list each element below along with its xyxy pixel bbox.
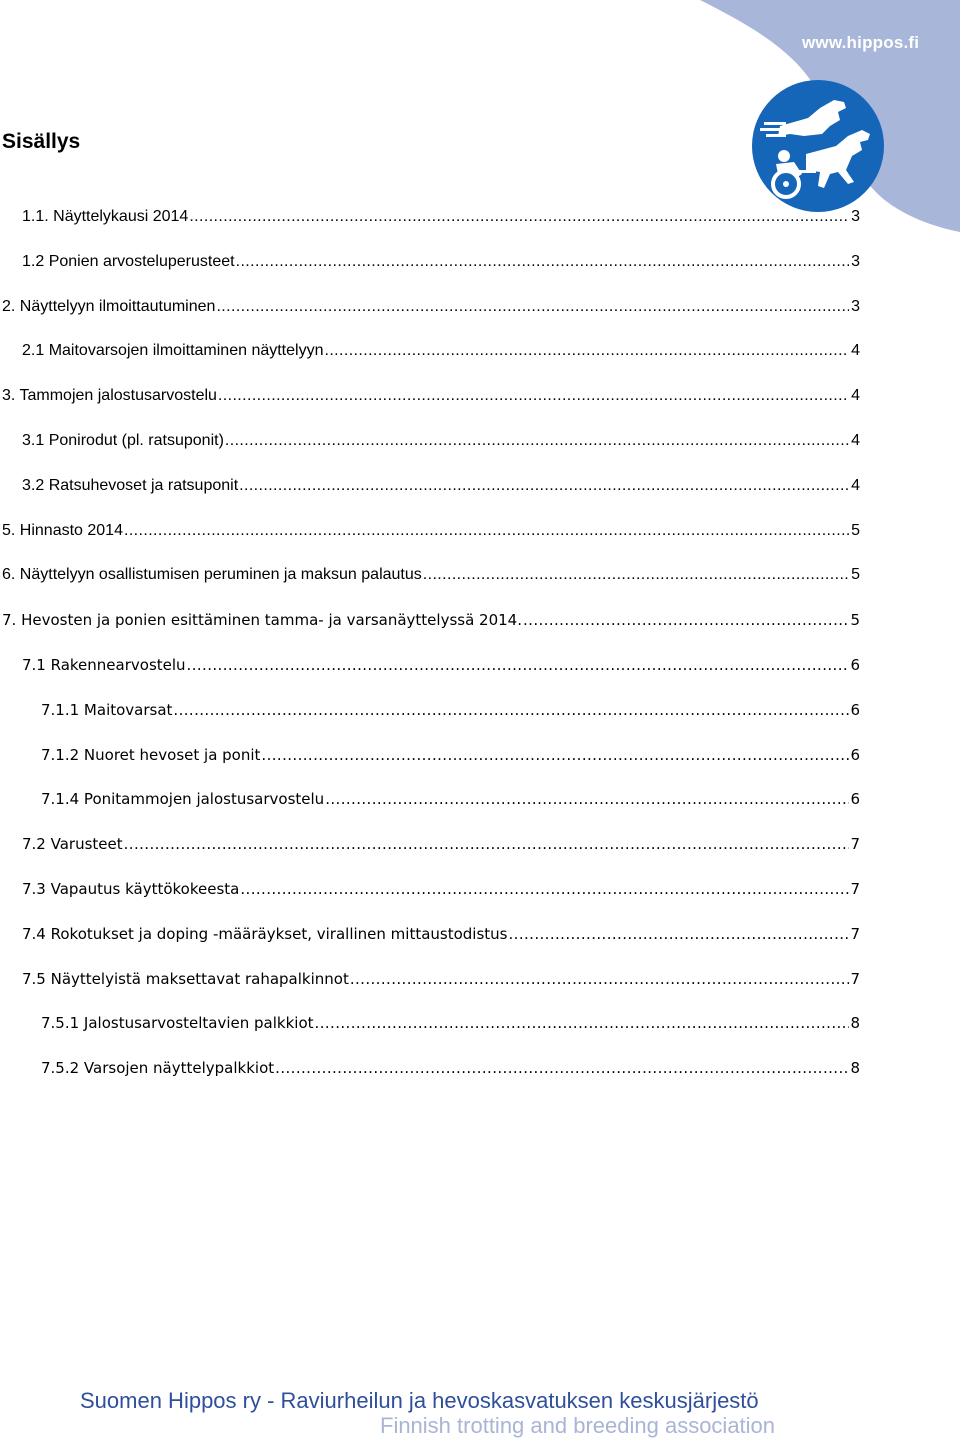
toc-entry-page-number[interactable]: 4 <box>851 387 860 405</box>
toc-dot-leader <box>315 1009 849 1037</box>
toc-dot-leader <box>124 517 849 545</box>
toc-entry[interactable] <box>0 293 860 338</box>
toc-entry[interactable] <box>0 427 860 472</box>
toc-entry[interactable] <box>0 696 860 741</box>
toc-entry-text[interactable]: 7.2 Varusteet <box>22 835 123 854</box>
toc-entry[interactable] <box>0 741 860 786</box>
site-url[interactable]: www.hippos.fi <box>802 33 920 52</box>
toc-entry-page-number[interactable]: 7 <box>850 969 860 988</box>
toc-entry-page-number[interactable]: 5 <box>850 611 860 630</box>
toc-dot-leader <box>187 651 849 679</box>
toc-entry[interactable] <box>0 561 860 606</box>
toc-entry-page-number[interactable]: 5 <box>851 566 860 584</box>
toc-entry[interactable] <box>0 606 860 651</box>
toc-entry-text[interactable]: 3.1 Ponirodut (pl. ratsuponit) <box>22 431 224 449</box>
toc-dot-leader <box>261 741 849 769</box>
toc-entry-text[interactable]: 1.2 Ponien arvosteluperusteet <box>22 252 235 270</box>
toc-entry[interactable] <box>0 517 860 562</box>
toc-entry-page-number[interactable]: 5 <box>851 521 860 539</box>
toc-entry-page-number[interactable]: 6 <box>850 700 860 719</box>
toc-entry-text[interactable]: 6. Näyttelyyn osallistumisen peruminen ja maksun palautus <box>2 566 422 584</box>
toc-entry[interactable] <box>0 920 860 965</box>
toc-entry-text[interactable]: 7.1.1 Maitovarsat <box>41 700 173 719</box>
toc-dot-leader <box>218 382 849 410</box>
toc-entry-text[interactable]: 1.1. Näyttelykausi 2014 <box>22 208 189 225</box>
toc-dot-leader <box>216 293 849 321</box>
footer-organization-name: Suomen Hippos ry - Raviurheilun ja hevoskasvatuksen keskusjärjestö <box>80 1388 759 1413</box>
toc-entry[interactable] <box>0 472 860 517</box>
toc-dot-leader <box>239 472 849 500</box>
toc-entry-page-number[interactable]: 6 <box>850 655 860 674</box>
toc-dot-leader <box>509 920 850 948</box>
toc-entry-text[interactable]: 7.1.2 Nuoret hevoset ja ponit <box>41 745 261 764</box>
toc-entry-page-number[interactable]: 3 <box>851 297 860 315</box>
toc-entry-text[interactable]: 7.3 Vapautus käyttökokeesta <box>22 879 240 898</box>
toc-dot-leader <box>240 875 849 903</box>
toc-entry-page-number[interactable]: 4 <box>851 342 860 360</box>
toc-entry-text[interactable]: 7.5 Näyttelyistä maksettavat rahapalkinnot <box>22 969 349 988</box>
toc-entry[interactable] <box>0 965 860 1010</box>
toc-entry-text[interactable]: 7. Hevosten ja ponien esittäminen tamma- ja varsanäyttelyssä 2014. <box>2 611 522 630</box>
footer-organization-name-english: Finnish trotting and breeding association <box>380 1413 776 1438</box>
toc-entry-text[interactable]: 2. Näyttelyyn ilmoittautuminen <box>2 297 216 315</box>
toc-entry-page-number[interactable]: 7 <box>850 924 860 943</box>
toc-entry-page-number[interactable]: 3 <box>851 252 860 270</box>
toc-entry-page-number[interactable]: 7 <box>850 835 860 854</box>
toc-entry-text[interactable]: 7.5.2 Varsojen näyttelypalkkiot <box>41 1059 275 1078</box>
toc-entry-text[interactable]: 7.5.1 Jalostusarvosteltavien palkkiot <box>41 1014 314 1033</box>
toc-dot-leader <box>225 427 849 455</box>
toc-entry-page-number[interactable]: 7 <box>850 879 860 898</box>
toc-entry[interactable] <box>0 651 860 696</box>
toc-dot-leader <box>523 606 849 634</box>
toc-entry-text[interactable]: 7.1.4 Ponitammojen jalostusarvostelu <box>41 790 325 809</box>
toc-dot-leader <box>124 830 849 858</box>
toc-entry[interactable] <box>0 1054 860 1099</box>
toc-entry-text[interactable]: 2.1 Maitovarsojen ilmoittaminen näyttelyyn <box>22 342 324 360</box>
toc-entry[interactable] <box>0 337 860 382</box>
toc-entry[interactable] <box>0 203 860 248</box>
toc-entry[interactable] <box>0 248 860 293</box>
toc-dot-leader <box>325 785 849 813</box>
toc-dot-leader <box>236 248 849 276</box>
toc-dot-leader <box>350 965 849 993</box>
toc-dot-leader <box>189 203 849 231</box>
toc-entry-text[interactable]: 5. Hinnasto 2014 <box>2 521 123 539</box>
toc-entry-page-number[interactable]: 4 <box>851 431 860 449</box>
toc-entry-page-number[interactable]: 6 <box>850 790 860 809</box>
toc-entry-text[interactable]: 7.1 Rakennearvostelu <box>22 655 186 674</box>
toc-dot-leader <box>275 1054 849 1082</box>
toc-entry[interactable] <box>0 382 860 427</box>
toc-entry-page-number[interactable]: 8 <box>850 1059 860 1078</box>
toc-title: Sisällys <box>2 130 81 153</box>
toc-entry-page-number[interactable]: 8 <box>850 1014 860 1033</box>
toc-entry-page-number[interactable]: 3 <box>851 208 860 225</box>
toc-list <box>0 203 860 1099</box>
toc-entry[interactable] <box>0 1009 860 1054</box>
toc-dot-leader <box>173 696 849 724</box>
toc-entry[interactable] <box>0 830 860 875</box>
harness-racing-horses-logo <box>750 78 890 218</box>
toc-entry-page-number[interactable]: 4 <box>851 476 860 494</box>
toc-entry-text[interactable]: 3.2 Ratsuhevoset ja ratsuponit <box>22 476 239 494</box>
toc-entry[interactable] <box>0 875 860 920</box>
toc-entry-page-number[interactable]: 6 <box>850 745 860 764</box>
toc-entry-text[interactable]: 7.4 Rokotukset ja doping -määräykset, virallinen mittaustodistus <box>22 924 508 943</box>
toc-entry-text[interactable]: 3. Tammojen jalostusarvostelu <box>2 387 217 405</box>
toc-entry[interactable] <box>0 785 860 830</box>
toc-dot-leader <box>324 337 849 365</box>
toc-dot-leader <box>423 561 849 589</box>
